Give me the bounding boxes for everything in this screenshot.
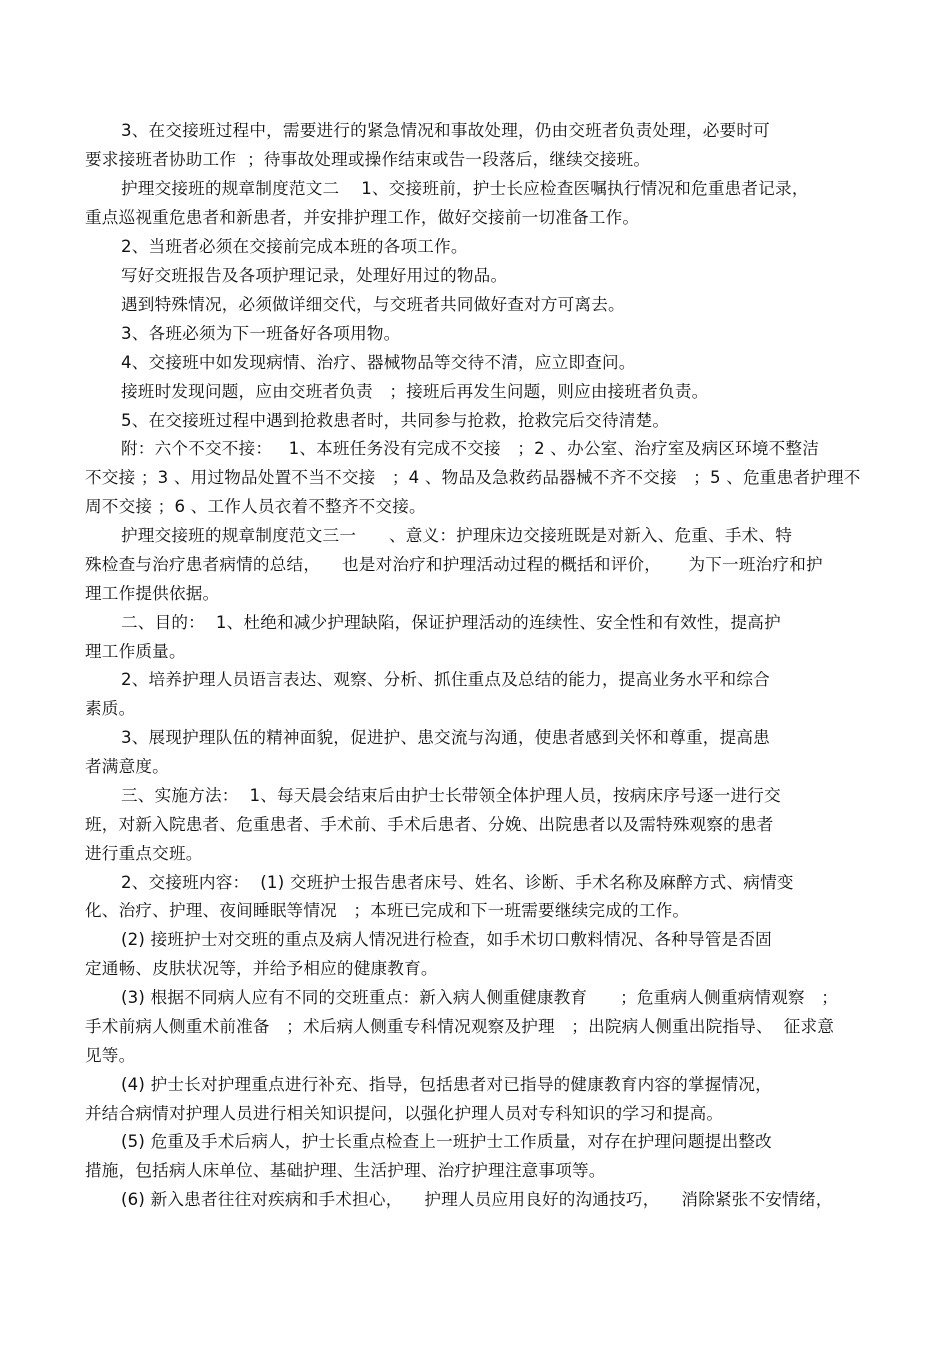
text-line: 见等。 [85,1046,136,1065]
text-line: 者满意度。 [85,757,169,776]
text-line: (3) 根据不同病人应有不同的交班重点：新入病人侧重健康教育 ；危重病人侧重病情观察 ； [121,988,839,1007]
text-line: 护理交接班的规章制度范文二 1、交接班前，护士长应检查医嘱执行情况和危重患者记录， [121,179,809,198]
text-line: 重点巡视重危患者和新患者，并安排护理工作，做好交接前一切准备工作。 [85,208,640,227]
text-line: (2) 接班护士对交班的重点及病人情况进行检查，如手术切口敷料情况、各种导管是否固 [121,930,772,949]
text-line: 化、治疗、护理、夜间睡眠等情况 ；本班已完成和下一班需要继续完成的工作。 [85,901,690,920]
text-line: 二、目的： 1、杜绝和减少护理缺陷，保证护理活动的连续性、安全性和有效性，提高护 [121,613,781,632]
text-line: 3、展现护理队伍的精神面貌，促进护、患交流与沟通，使患者感到关怀和尊重，提高患 [121,728,770,747]
text-line: 殊检查与治疗患者病情的总结， 也是对治疗和护理活动过程的概括和评价， 为下一班治疗和护 [85,555,823,574]
text-line: 措施，包括病人床单位、基础护理、生活护理、治疗护理注意事项等。 [85,1161,606,1180]
text-line: 护理交接班的规章制度范文三一 、意义：护理床边交接班既是对新入、危重、手术、特 [121,526,793,545]
text-line: 理工作质量。 [85,642,186,661]
text-line: 不交接 ；3 、用过物品处置不当不交接 ；4 、物品及急救药品器械不齐不交接 ；5 、危重患者护理不 [85,468,861,487]
text-line: (4) 护士长对护理重点进行补充、指导，包括患者对已指导的健康教育内容的掌握情况， [121,1075,772,1094]
text-line: 3、各班必须为下一班备好各项用物。 [121,324,401,343]
text-line: 5、在交接班过程中遇到抢救患者时，共同参与抢救，抢救完后交待清楚。 [121,411,670,430]
text-line: 2、培养护理人员语言表达、观察、分析、抓住重点及总结的能力，提高业务水平和综合 [121,670,770,689]
text-line: 接班时发现问题，应由交班者负责 ；接班后再发生问题，则应由接班者负责。 [121,382,709,401]
text-line: (6) 新入患者往往对疾病和手术担心， 护理人员应用良好的沟通技巧， 消除紧张不安情绪， [121,1190,833,1209]
text-line: 2、当班者必须在交接前完成本班的各项工作。 [121,237,468,256]
text-line: 进行重点交班。 [85,844,203,863]
text-line: 4、交接班中如发现病情、治疗、器械物品等交待不清，应立即查问。 [121,353,636,372]
text-line: 附：六个不交不接： 1、本班任务没有完成不交接 ；2 、办公室、治疗室及病区环境不整洁 [121,439,819,458]
text-line: 理工作提供依据。 [85,584,220,603]
text-line: 三、实施方法： 1、每天晨会结束后由护士长带领全体护理人员，按病床序号逐一进行交 [121,786,781,805]
text-line: (5) 危重及手术后病人，护士长重点检查上一班护士工作质量，对存在护理问题提出整改 [121,1132,772,1151]
text-line: 班，对新入院患者、危重患者、手术前、手术后患者、分娩、出院患者以及需特殊观察的患者 [85,815,774,834]
text-line: 2、交接班内容： (1) 交班护士报告患者床号、姓名、诊断、手术名称及麻醉方式、病情变 [121,873,794,892]
text-line: 手术前病人侧重术前准备 ；术后病人侧重专科情况观察及护理 ；出院病人侧重出院指导、 征求意 [85,1017,835,1036]
text-line: 定通畅、皮肤状况等，并给予相应的健康教育。 [85,959,438,978]
text-line: 周不交接 ；6 、工作人员衣着不整齐不交接。 [85,497,426,516]
text-line: 遇到特殊情况，必须做详细交代，与交班者共同做好查对方可离去。 [121,295,625,314]
text-line: 并结合病情对护理人员进行相关知识提问，以强化护理人员对专科知识的学习和提高。 [85,1104,724,1123]
text-line: 素质。 [85,699,136,718]
text-line: 写好交班报告及各项护理记录，处理好用过的物品。 [121,266,508,285]
text-line: 要求接班者协助工作 ；待事故处理或操作结束或告一段落后，继续交接班。 [85,150,651,169]
text-line: 3、在交接班过程中，需要进行的紧急情况和事故处理，仍由交班者负责处理，必要时可 [121,121,770,140]
